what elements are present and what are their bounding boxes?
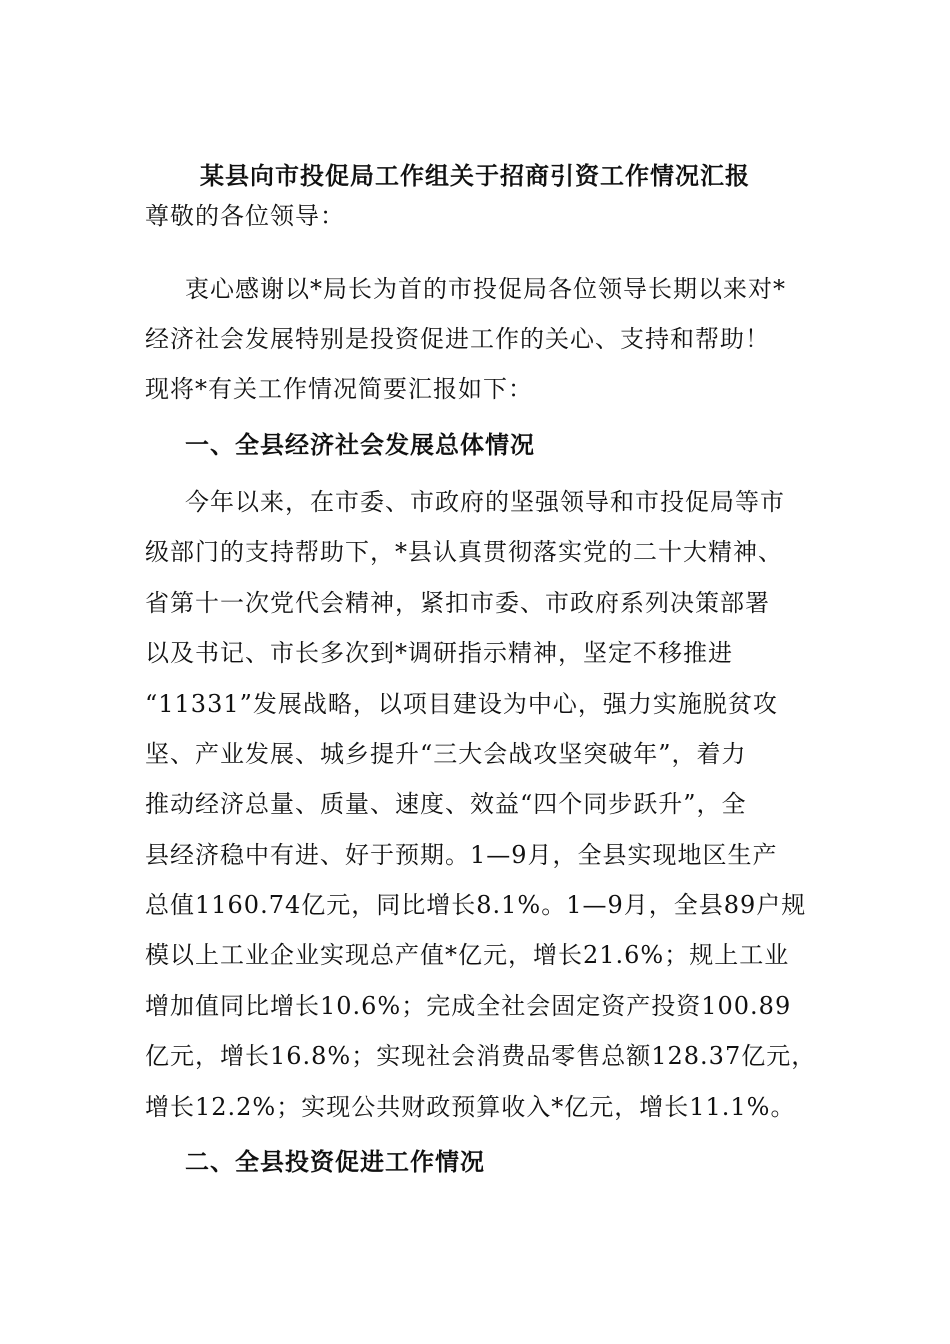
section-1-line-1: 今年以来，在市委、市政府的坚强领导和市投促局等市 <box>185 488 785 516</box>
section-2-heading: 二、全县投资促进工作情况 <box>185 1147 485 1176</box>
section-1-line-11: 增加值同比增长10.6%；完成全社会固定资产投资100.89 <box>145 992 792 1020</box>
section-1-line-5: “11331”发展战略，以项目建设为中心，强力实施脱贫攻 <box>145 690 778 718</box>
section-1-line-13: 增长12.2%；实现公共财政预算收入*亿元，增长11.1%。 <box>145 1093 796 1121</box>
document-title: 某县向市投促局工作组关于招商引资工作情况汇报 <box>200 161 750 190</box>
section-1-line-10: 模以上工业企业实现总产值*亿元，增长21.6%；规上工业 <box>145 941 790 969</box>
intro-line-1: 衷心感谢以*局长为首的市投促局各位领导长期以来对* <box>185 275 786 303</box>
section-1-line-8: 县经济稳中有进、好于预期。1—9月，全县实现地区生产 <box>145 841 778 869</box>
section-1-line-6: 坚、产业发展、城乡提升“三大会战攻坚突破年”，着力 <box>145 740 747 768</box>
salutation: 尊敬的各位领导： <box>145 202 345 230</box>
section-1-line-4: 以及书记、市长多次到*调研指示精神，坚定不移推进 <box>145 639 733 667</box>
section-1-line-9: 总值1160.74亿元，同比增长8.1%。1—9月，全县89户规 <box>145 891 807 919</box>
section-1-line-7: 推动经济总量、质量、速度、效益“四个同步跃升”，全 <box>145 790 747 818</box>
section-1-line-2: 级部门的支持帮助下，*县认真贯彻落实党的二十大精神、 <box>145 538 783 566</box>
intro-line-2: 经济社会发展特别是投资促进工作的关心、支持和帮助！ <box>145 325 770 353</box>
section-1-line-12: 亿元，增长16.8%；实现社会消费品零售总额128.37亿元， <box>145 1042 817 1070</box>
intro-line-3: 现将*有关工作情况简要汇报如下： <box>145 375 533 403</box>
section-1-line-3: 省第十一次党代会精神，紧扣市委、市政府系列决策部署 <box>145 589 770 617</box>
section-1-heading: 一、全县经济社会发展总体情况 <box>185 430 535 459</box>
